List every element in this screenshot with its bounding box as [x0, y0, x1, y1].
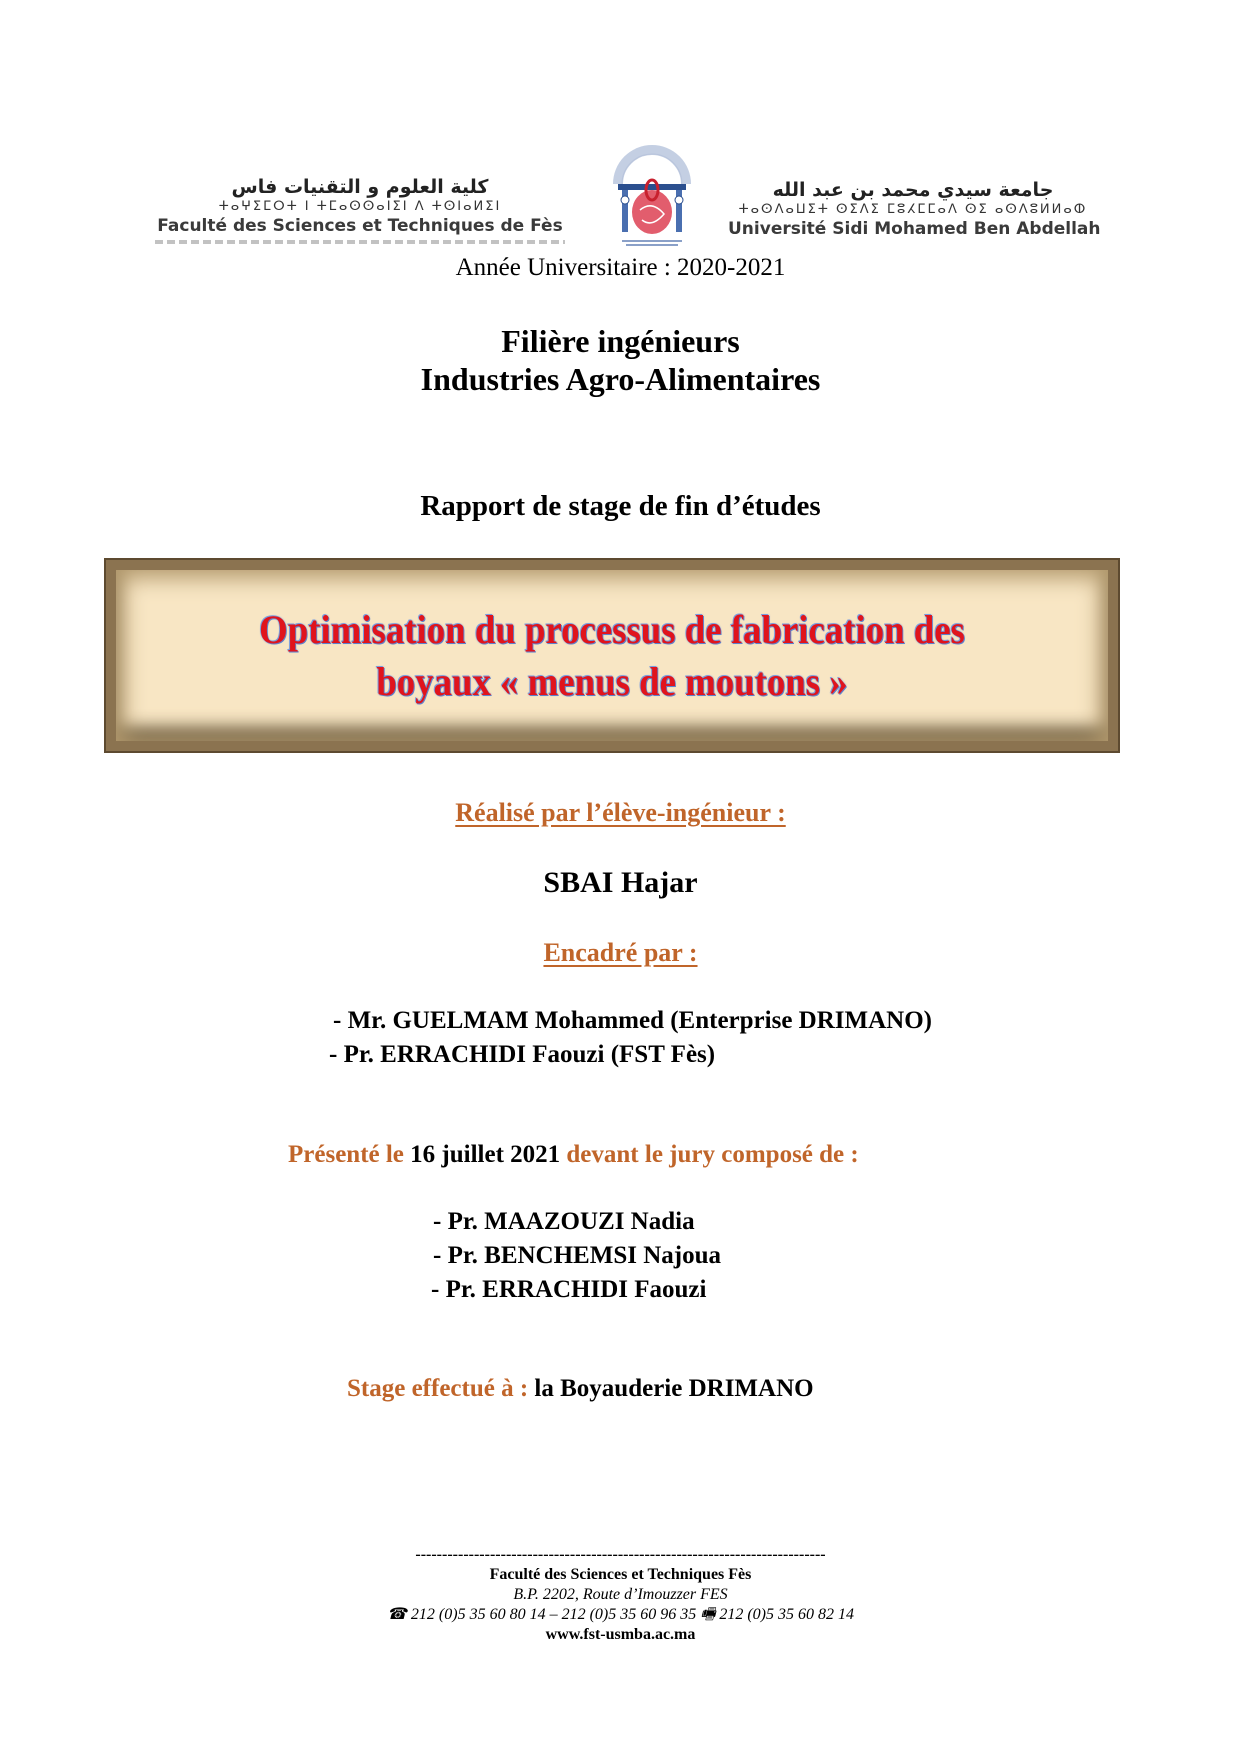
program-line-1: Filière ingénieurs	[501, 323, 740, 359]
fst-logo	[145, 175, 575, 244]
usmba-arabic-name: جامعة سيدي محمد بن عبد الله	[772, 179, 1054, 201]
program-heading	[0, 322, 1241, 398]
report-type: Rapport de stage de fin d’études	[420, 490, 821, 522]
footer-address: B.P. 2202, Route d’Imouzzer FES	[513, 1586, 728, 1603]
header-logos	[0, 130, 1241, 260]
university-emblem-icon	[612, 140, 692, 252]
internship-label: Stage effectué à :	[347, 1375, 535, 1402]
supervisor-item: - Mr. GUELMAM Mohammed (Enterprise DRIMANO)	[333, 1007, 932, 1034]
report-title	[146, 604, 1077, 708]
footer-separator: -----------------------------------------------------------------------------	[415, 1546, 826, 1563]
footer-website[interactable]: www.fst-usmba.ac.ma	[545, 1626, 696, 1643]
supervisors-label: Encadré par :	[543, 938, 698, 967]
jury-member: - Pr. ERRACHIDI Faouzi	[431, 1276, 707, 1303]
fax-icon: 🖷	[700, 1606, 716, 1623]
fst-tifinagh-name: ⵜⴰⵖⵉⵎⵔⵜ ⵏ ⵜⵎⴰⵙⵙⴰⵏⵉⵏ ⴷ ⵜⵙⵏⴰⵍⵉⵏ	[218, 199, 502, 214]
footer-phones: 212 (0)5 35 60 80 14 – 212 (0)5 35 60 96 35	[406, 1606, 701, 1623]
jury-member: - Pr. BENCHEMSI Najoua	[433, 1242, 721, 1269]
author-label: Réalisé par l’élève-ingénieur :	[455, 798, 786, 827]
presentation-line	[288, 1141, 859, 1169]
report-title-line-1: Optimisation du processus de fabrication des	[259, 607, 965, 652]
academic-year: Année Universitaire : 2020-2021	[455, 254, 786, 281]
supervisor-item: - Pr. ERRACHIDI Faouzi (FST Fès)	[329, 1041, 716, 1068]
footer	[0, 1545, 1241, 1645]
presentation-prefix: Présenté le	[288, 1141, 411, 1168]
report-title-line-2: boyaux « menus de moutons »	[376, 659, 848, 704]
title-banner	[104, 558, 1120, 753]
fst-logo-divider	[155, 240, 565, 244]
usmba-tifinagh-name: ⵜⴰⵙⴷⴰⵡⵉⵜ ⵙⵉⴷⵉ ⵎⵓⵃⵎⵎⴰⴷ ⵙⵉ ⴰⵙⴷⵓⵍⵍⴰⵀ	[738, 202, 1088, 217]
fst-arabic-name: كلية العلوم و التقنيات فاس	[231, 176, 489, 198]
presentation-suffix: devant le jury composé de :	[560, 1141, 859, 1168]
footer-fax: 212 (0)5 35 60 82 14	[715, 1606, 854, 1623]
jury-member: - Pr. MAAZOUZI Nadia	[433, 1208, 695, 1235]
usmba-logo	[728, 178, 1101, 240]
presentation-date: 16 juillet 2021	[410, 1141, 561, 1168]
fst-latin-name: Faculté des Sciences et Techniques de Fès	[157, 216, 563, 236]
internship-place: la Boyauderie DRIMANO	[534, 1375, 814, 1402]
author-name: SBAI Hajar	[543, 866, 698, 899]
footer-contacts	[0, 1605, 1241, 1625]
usmba-latin-name: Université Sidi Mohamed Ben Abdellah	[728, 219, 1101, 239]
footer-institution: Faculté des Sciences et Techniques Fès	[489, 1566, 752, 1583]
internship-line	[347, 1375, 814, 1403]
phone-icon: ☎	[386, 1606, 407, 1623]
program-line-2: Industries Agro-Alimentaires	[420, 361, 821, 397]
